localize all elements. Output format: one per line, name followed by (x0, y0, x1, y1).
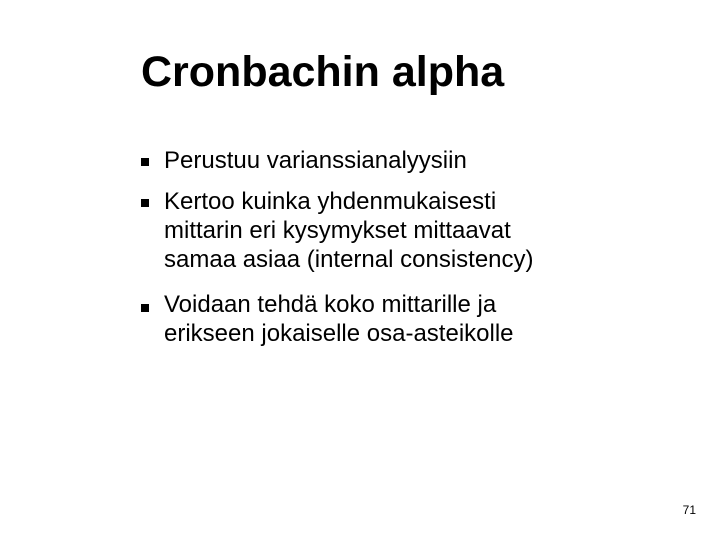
square-bullet-icon (141, 199, 149, 207)
slide-title: Cronbachin alpha (141, 48, 505, 96)
square-bullet-icon (141, 158, 149, 166)
bullet-text-1: Perustuu varianssianalyysiin (164, 147, 467, 174)
bullet-text-3: Voidaan tehdä koko mittarille ja erikseen jokaiselle osa-asteikolle (164, 291, 514, 347)
bullet-text-2: Kertoo kuinka yhdenmukaisesti mittarin eri kysymykset mittaavat samaa asiaa (internal consistency) (164, 188, 534, 273)
page-number: 71 (682, 503, 696, 517)
square-bullet-icon (141, 304, 149, 312)
